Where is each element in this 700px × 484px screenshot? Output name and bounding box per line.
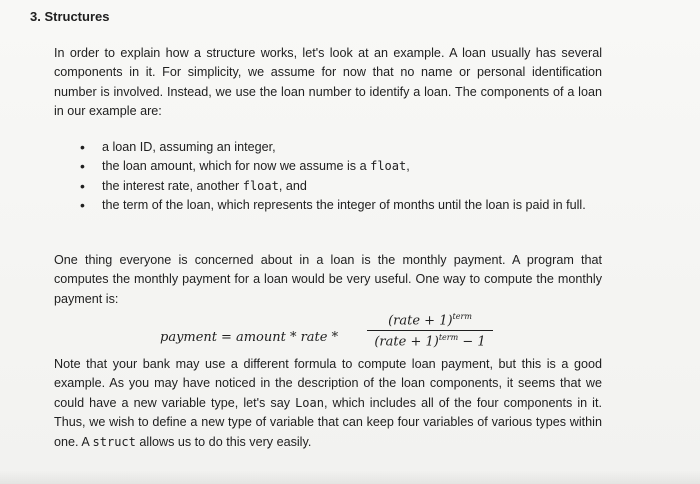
intro-paragraph: In order to explain how a structure works, let's look at an example. A loan usually has several components in it. For simplicity, we assume for now that no name or personal identification number is involved. Instead, we use the loan number to identify a loan. The components of a loan in our example are: <box>54 46 602 119</box>
components-list <box>80 138 595 216</box>
page-shadow <box>0 470 700 484</box>
formula-numerator: (rate + 1)$^{term}$ <box>388 312 472 329</box>
formula-denominator: (rate + 1)$^{term}$ − 1 <box>374 333 486 350</box>
formula-lhs: payment = amount * rate * <box>160 330 339 345</box>
code-float: float <box>242 178 279 193</box>
payment-formula <box>160 312 500 356</box>
list-item: • the interest rate, another float, and <box>80 177 595 196</box>
bullet-icon: • <box>80 158 85 175</box>
bullet-icon: • <box>80 139 85 155</box>
list-item: • the term of the loan, which represents the integer of months until the loan is paid in full. <box>80 196 595 215</box>
list-item: • the loan amount, which for now we assume is a float, <box>80 157 595 176</box>
code-float: float <box>370 159 407 174</box>
formula-fraction <box>365 312 495 350</box>
code-struct: struct <box>92 434 136 449</box>
code-loan: Loan <box>295 395 324 410</box>
bullet-icon: • <box>80 177 85 194</box>
payment-paragraph: One thing everyone is concerned about in a loan is the monthly payment. A program that computes the monthly payment for a loan would be very useful. One way to compute the monthly payment is: <box>54 253 602 306</box>
list-item: • a loan ID, assuming an integer, <box>80 138 595 157</box>
section-heading: 3. Structures <box>30 9 110 24</box>
struct-paragraph: Note that your bank may use a different formula to compute loan payment, but this is a good example. As you may have noticed in the description of the loan components, it seems that we could have a new variable type, let's say Loan, which includes all of the four components in it. Thus, we wish to define a new type of variable that can keep four variables of various types within one. A struct allows us to do this very easily. <box>54 357 602 449</box>
bullet-icon: • <box>80 197 85 214</box>
